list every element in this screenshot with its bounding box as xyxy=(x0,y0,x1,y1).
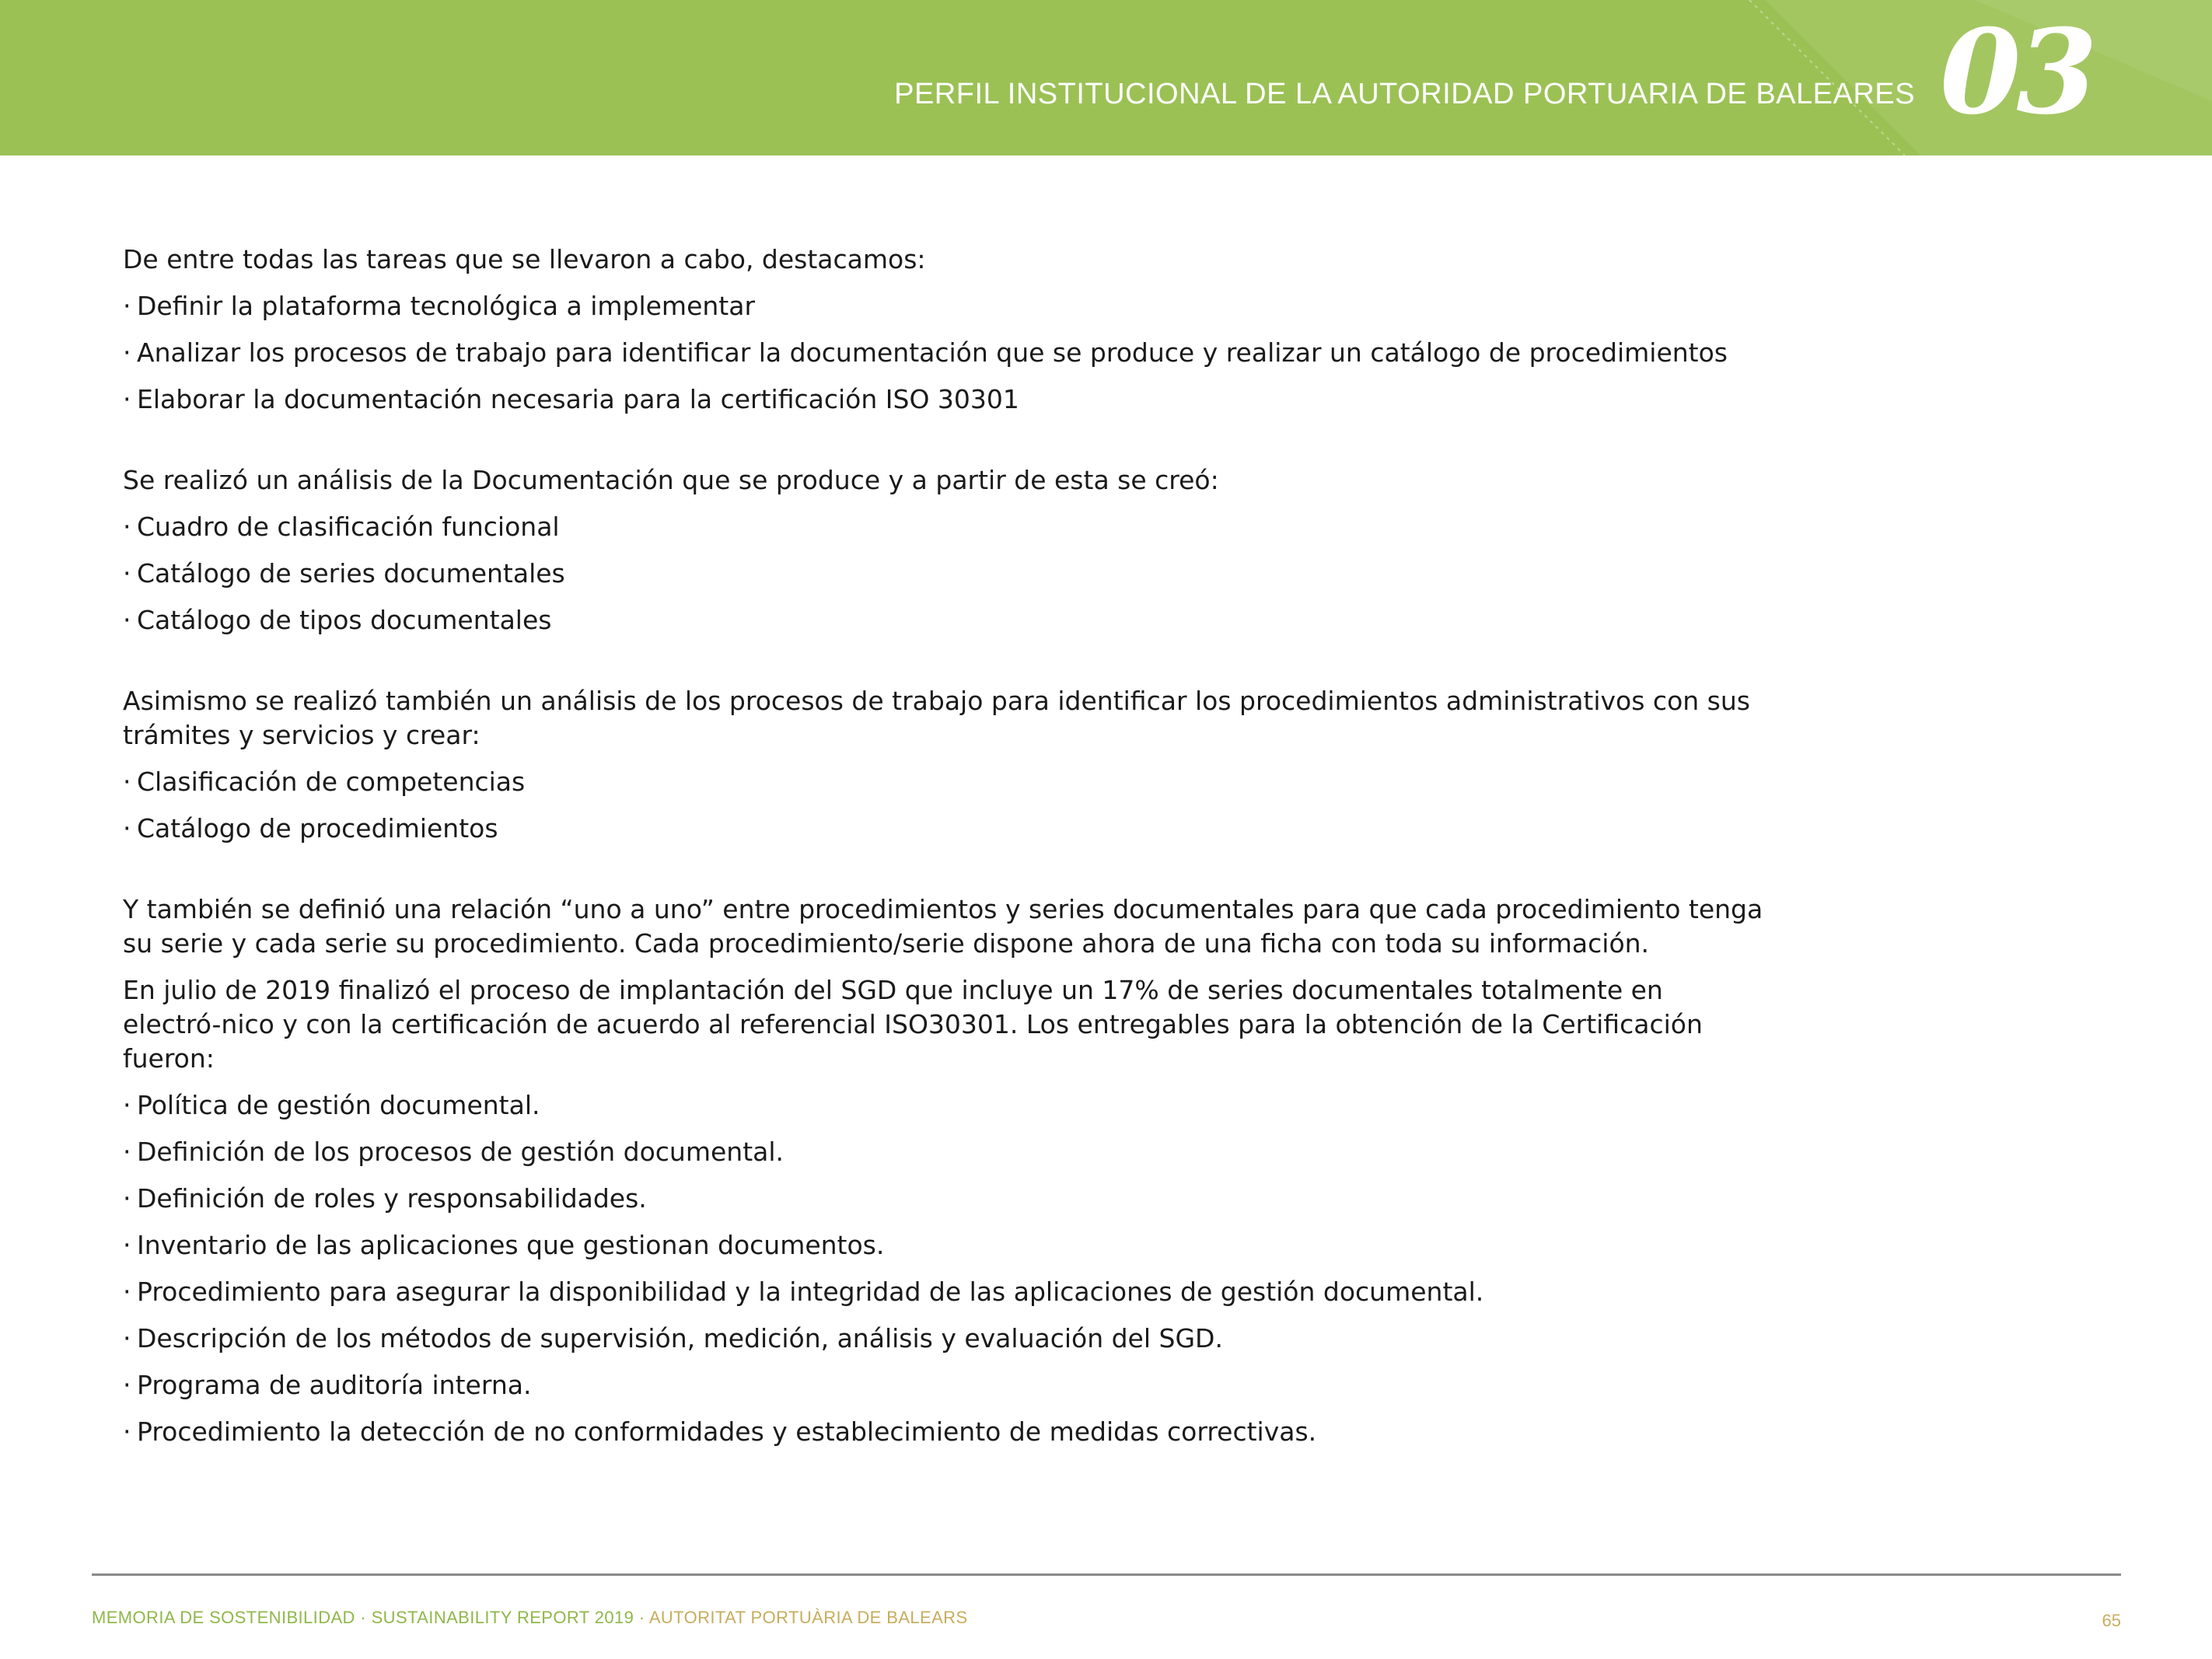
list-item: · Analizar los procesos de trabajo para identificar la documentación que se produce y realizar un catálogo de procedimientos xyxy=(123,337,1728,368)
footer-caption xyxy=(92,1608,968,1628)
list-item: · Cuadro de clasificación funcional xyxy=(123,512,560,542)
list-item: · Programa de auditoría interna. xyxy=(123,1370,532,1400)
tasks-list xyxy=(123,289,1763,417)
main-content xyxy=(123,243,1763,1462)
intro-documentation: Se realizó un análisis de la Documentación que se produce y a partir de esta se creó: xyxy=(123,465,1219,495)
list-item: · Catálogo de series documentales xyxy=(123,558,565,589)
implementation-paragraph: En julio de 2019 finalizó el proceso de implantación del SGD que incluye un 17% de series documentales totalmente en electró-nico y con la certificación de acuerdo al referencial ISO30301. Los entregables para la obtención de la Certificación fueron: xyxy=(123,975,1703,1074)
list-item: · Política de gestión documental. xyxy=(123,1090,540,1120)
footer-divider xyxy=(92,1573,2121,1576)
chapter-title: PERFIL INSTITUCIONAL DE LA AUTORIDAD PORTUARIA DE BALEARES xyxy=(894,78,1915,110)
footer-organization: AUTORITAT PORTUÀRIA DE BALEARS xyxy=(648,1608,968,1627)
documentation-list xyxy=(123,510,1763,637)
footer-report-name: MEMORIA DE SOSTENIBILIDAD · SUSTAINABILITY REPORT 2019 · xyxy=(92,1608,649,1627)
page-number: 65 xyxy=(2102,1611,2121,1630)
list-item: · Definir la plataforma tecnológica a implementar xyxy=(123,291,756,321)
list-item: · Definición de roles y responsabilidades. xyxy=(123,1183,647,1214)
list-item: · Elaborar la documentación necesaria para la certificación ISO 30301 xyxy=(123,384,1019,414)
list-item: · Definición de los procesos de gestión documental. xyxy=(123,1137,785,1167)
list-item: · Procedimiento para asegurar la disponibilidad y la integridad de las aplicaciones de gestión documental. xyxy=(123,1277,1484,1307)
list-item: · Procedimiento la detección de no conformidades y establecimiento de medidas correctivas. xyxy=(123,1416,1317,1447)
list-item: · Clasificación de competencias xyxy=(123,767,526,797)
processes-list xyxy=(123,765,1763,846)
deliverables-list xyxy=(123,1088,1763,1449)
list-item: · Catálogo de procedimientos xyxy=(123,813,498,843)
intro-tasks: De entre todas las tareas que se llevaron a cabo, destacamos: xyxy=(123,244,926,274)
header-band xyxy=(0,0,2212,155)
relationship-paragraph: Y también se definió una relación “uno a uno” entre procedimientos y series documentales para que cada procedimiento tenga su serie y cada serie su procedimiento. Cada procedimiento/serie dispone ahora de una ficha con toda su información. xyxy=(123,894,1763,959)
chapter-number: 03 xyxy=(1940,4,2093,141)
intro-processes: Asimismo se realizó también un análisis de los procesos de trabajo para identificar los procedimientos administrativos con sus trámites y servicios y crear: xyxy=(123,686,1750,750)
list-item: · Inventario de las aplicaciones que gestionan documentos. xyxy=(123,1230,885,1260)
list-item: · Descripción de los métodos de supervisión, medición, análisis y evaluación del SGD. xyxy=(123,1323,1223,1353)
list-item: · Catálogo de tipos documentales xyxy=(123,605,552,635)
